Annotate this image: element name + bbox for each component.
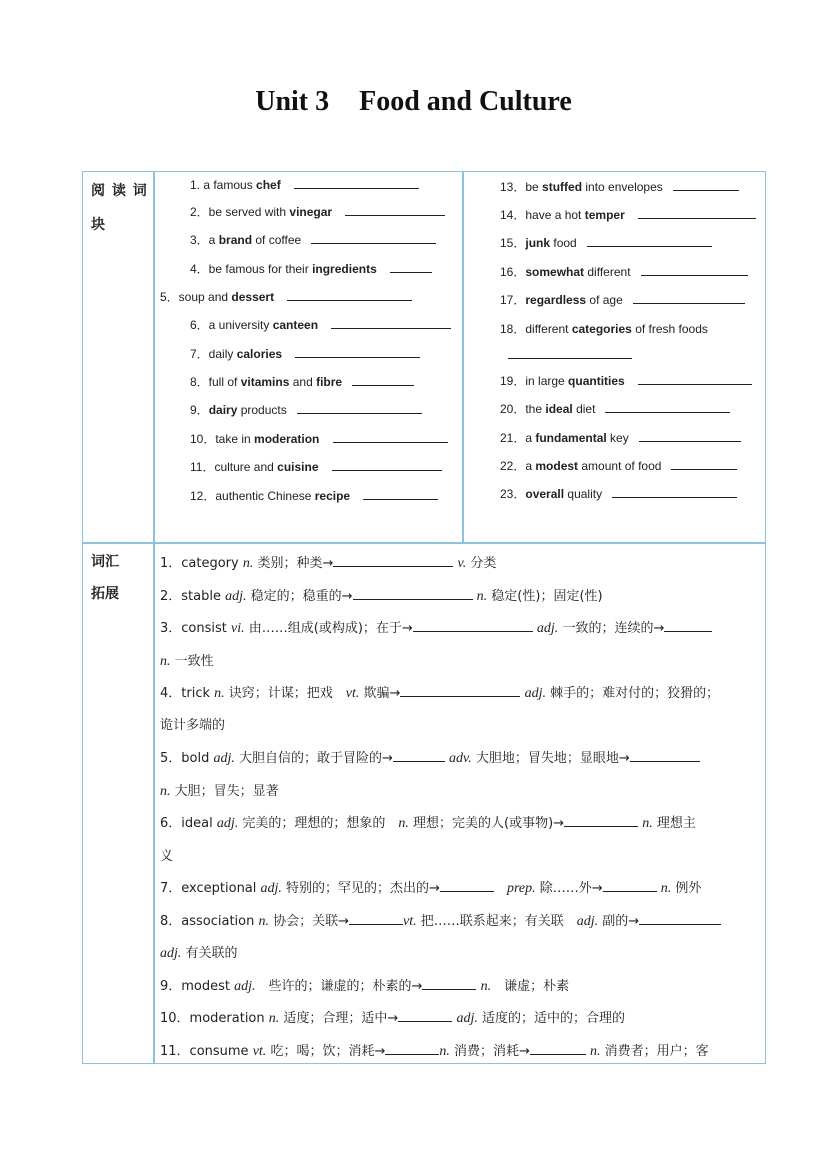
vocab-text: 1．category <box>160 556 243 571</box>
item-text: 21．a <box>500 431 536 445</box>
vocab-text: 一致的；连续的→ <box>558 621 665 636</box>
reading-left-item <box>160 288 412 305</box>
part-of-speech: prep. <box>506 881 536 896</box>
vocab-text: 一致性 <box>170 654 214 669</box>
item-text: key <box>606 431 629 445</box>
item-text: diet <box>572 402 596 416</box>
vocab-text: 理想主 <box>652 816 696 831</box>
part-of-speech: adj. <box>456 1011 478 1026</box>
reading-left-item <box>190 373 414 390</box>
vocab-text: 适度的；适中的；合理的 <box>477 1011 625 1026</box>
answer-blank[interactable] <box>639 912 721 925</box>
reading-right-item <box>500 320 708 337</box>
reading-left-item <box>190 345 420 362</box>
answer-blank[interactable] <box>603 879 657 892</box>
vocab-text: 例外 <box>671 881 702 896</box>
answer-blank[interactable] <box>332 458 442 471</box>
answer-blank[interactable] <box>295 345 420 358</box>
vocab-line <box>160 812 696 832</box>
vocab-line <box>160 714 225 733</box>
vocab-text: 完美的；理想的；想象的 <box>238 816 399 831</box>
vocab-line <box>160 585 603 605</box>
vocab-line <box>160 552 496 572</box>
reading-right-item <box>500 206 756 223</box>
vocab-text: 理想；完美的人(或事物)→ <box>408 816 565 831</box>
answer-blank[interactable] <box>287 288 412 301</box>
answer-blank[interactable] <box>605 400 730 413</box>
item-text: 12．authentic Chinese <box>190 489 315 503</box>
answer-blank[interactable] <box>311 231 436 244</box>
part-of-speech: adj. <box>524 686 546 701</box>
vocab-text: 适度；合理；适中→ <box>279 1011 399 1026</box>
reading-right-item <box>500 263 748 280</box>
vocab-line <box>160 682 719 702</box>
vocab-line <box>160 617 712 637</box>
item-text <box>625 208 628 222</box>
keyword: fibre <box>316 375 343 389</box>
keyword: brand <box>218 233 253 247</box>
keyword: categories <box>571 322 632 336</box>
keyword: ideal <box>545 402 573 416</box>
reading-right-item <box>500 372 752 389</box>
item-text: different <box>584 265 631 279</box>
reading-left-item <box>190 401 422 418</box>
answer-blank[interactable] <box>390 260 432 273</box>
answer-blank[interactable] <box>664 619 712 632</box>
answer-blank[interactable] <box>530 1042 586 1055</box>
answer-blank[interactable] <box>352 373 414 386</box>
vocab-text: 义 <box>160 849 174 864</box>
vocab-text: 大胆；冒失；显著 <box>170 784 279 799</box>
item-text: 16． <box>500 265 526 279</box>
vocab-text: 5．bold <box>160 751 214 766</box>
item-text: 23． <box>500 487 526 501</box>
part-of-speech: n. <box>160 654 171 669</box>
vocab-text: 协会；关联→ <box>269 914 350 929</box>
item-text <box>282 347 285 361</box>
keyword: fundamental <box>535 431 607 445</box>
answer-blank[interactable] <box>349 912 403 925</box>
item-text: 4．be famous for their <box>190 262 313 276</box>
keyword: somewhat <box>525 265 585 279</box>
answer-blank[interactable] <box>413 619 533 632</box>
page-title <box>0 86 827 118</box>
item-text: 22．a <box>500 459 536 473</box>
vocab-text: 诡计多端的 <box>160 718 226 733</box>
reading-column-divider <box>462 171 464 542</box>
item-text: 13．be <box>500 180 543 194</box>
vocab-text: 大胆地；冒失地；显眼地→ <box>471 751 630 766</box>
vocab-line <box>160 1040 709 1060</box>
item-text: of coffee <box>252 233 302 247</box>
keyword: moderation <box>254 432 320 446</box>
answer-blank[interactable] <box>633 291 745 304</box>
part-of-speech: n. <box>258 914 269 929</box>
answer-blank[interactable] <box>393 749 445 762</box>
vocab-text: 6．ideal <box>160 816 217 831</box>
vocab-text: 棘手的；难对付的；狡猾的； <box>545 686 720 701</box>
vocab-text: 特别的；罕见的；杰出的→ <box>281 881 440 896</box>
item-text: 17． <box>500 293 526 307</box>
vocab-section-label <box>91 551 119 603</box>
item-text: 11．culture and <box>190 460 278 474</box>
part-of-speech: adj. <box>536 621 559 636</box>
part-of-speech: n. <box>590 1044 601 1059</box>
reading-left-item <box>190 458 442 475</box>
vocab-text: 10．moderation <box>160 1011 269 1026</box>
keyword: vinegar <box>289 205 333 219</box>
vocab-text: 吃；喝；饮；消耗→ <box>266 1044 386 1059</box>
reading-right-item <box>500 429 741 446</box>
reading-right-item <box>500 178 739 195</box>
vocab-text: 大胆自信的；敢于冒险的→ <box>234 751 393 766</box>
keyword: regardless <box>525 293 587 307</box>
part-of-speech: n. <box>660 881 672 896</box>
vocab-text: 诀窍；计谋；把戏 <box>224 686 346 701</box>
answer-blank[interactable] <box>508 346 632 359</box>
vocab-text: 类别；种类→ <box>253 556 334 571</box>
part-of-speech: n. <box>214 686 225 701</box>
answer-blank[interactable] <box>440 879 494 892</box>
item-text: 2．be served with <box>190 205 290 219</box>
part-of-speech: adj. <box>260 881 282 896</box>
reading-left-item <box>190 430 448 447</box>
answer-blank[interactable] <box>641 263 748 276</box>
vocab-text: 把……联系起来；有关联 <box>416 914 577 929</box>
part-of-speech: vi. <box>231 621 245 636</box>
unit-number: Unit 3 <box>255 86 330 117</box>
answer-blank[interactable] <box>331 316 451 329</box>
answer-blank[interactable] <box>639 429 741 442</box>
vocab-line <box>160 910 721 930</box>
keyword: vitamins <box>240 375 290 389</box>
vocab-text: 由……组成(或构成)；在于→ <box>244 621 413 636</box>
vocab-text: 稳定(性)；固定(性) <box>487 589 603 604</box>
section-divider <box>82 542 766 544</box>
answer-blank[interactable] <box>564 814 638 827</box>
item-text: and <box>289 375 317 389</box>
reading-left-item <box>190 203 445 220</box>
vocab-text: 稳定的；稳重的→ <box>246 589 353 604</box>
vocab-text <box>494 881 507 896</box>
keyword: overall <box>525 487 565 501</box>
unit-topic: Food and Culture <box>359 86 572 117</box>
item-text <box>274 290 277 304</box>
vocab-text: 3．consist <box>160 621 231 636</box>
answer-blank[interactable] <box>333 554 453 567</box>
part-of-speech: adj. <box>216 816 239 831</box>
vocab-text: 欺骗→ <box>359 686 401 701</box>
answer-blank[interactable] <box>638 372 752 385</box>
vocab-line <box>160 1007 625 1027</box>
item-text <box>319 432 322 446</box>
item-text <box>625 374 628 388</box>
part-of-speech: n. <box>642 816 653 831</box>
part-of-speech: adj. <box>160 946 182 961</box>
item-text <box>319 460 322 474</box>
keyword: chef <box>256 178 281 192</box>
answer-blank[interactable] <box>673 178 739 191</box>
vocab-line <box>160 877 701 897</box>
vocab-text: 7．exceptional <box>160 881 261 896</box>
vocab-text: 9．modest <box>160 979 235 994</box>
item-text <box>377 262 380 276</box>
part-of-speech: n. <box>480 979 492 994</box>
vocab-text: 副的→ <box>598 914 640 929</box>
item-text: of fresh foods <box>631 322 708 336</box>
part-of-speech: n. <box>160 784 171 799</box>
reading-left-item <box>190 176 419 192</box>
item-text: 15． <box>500 236 526 250</box>
part-of-speech: n. <box>439 1044 450 1059</box>
reading-right-item <box>500 234 712 251</box>
vocab-line <box>160 942 238 962</box>
item-text: 14．have a hot <box>500 208 585 222</box>
vocab-text: 消费；消耗→ <box>449 1044 530 1059</box>
answer-blank[interactable] <box>422 977 476 990</box>
keyword: ingredients <box>312 262 377 276</box>
answer-blank[interactable] <box>612 485 737 498</box>
answer-blank[interactable] <box>363 487 438 500</box>
vocab-text: 分类 <box>466 556 497 571</box>
item-text <box>350 489 353 503</box>
part-of-speech: adv. <box>449 751 472 766</box>
answer-blank[interactable] <box>638 206 756 219</box>
keyword: temper <box>584 208 625 222</box>
answer-blank[interactable] <box>398 1009 452 1022</box>
reading-right-item <box>500 485 737 502</box>
keyword: recipe <box>314 489 351 503</box>
answer-blank[interactable] <box>345 203 445 216</box>
keyword: canteen <box>272 318 319 332</box>
vocab-label-line2: 拓展 <box>91 586 119 602</box>
part-of-speech: adj. <box>576 914 599 929</box>
vocab-text: 8．association <box>160 914 259 929</box>
reading-left-item <box>190 487 438 504</box>
part-of-speech: n. <box>476 589 488 604</box>
item-text: 6．a university <box>190 318 273 332</box>
vocab-text: 些许的；谦虚的；朴素的→ <box>255 979 423 994</box>
reading-label-line2: 块 <box>91 217 106 233</box>
answer-blank[interactable] <box>630 749 700 762</box>
item-text: into envelopes <box>582 180 663 194</box>
keyword: modest <box>535 459 579 473</box>
item-text: 20．the <box>500 402 546 416</box>
reading-section-label <box>91 180 148 234</box>
item-text: products <box>237 403 287 417</box>
keyword: dessert <box>231 290 275 304</box>
answer-blank[interactable] <box>671 457 737 470</box>
part-of-speech: adj. <box>234 979 256 994</box>
vocab-line <box>160 975 569 995</box>
vocab-text: 2．stable <box>160 589 226 604</box>
part-of-speech: adj. <box>225 589 247 604</box>
item-text: 3．a <box>190 233 219 247</box>
vocab-text: 谦虚；朴素 <box>491 979 570 994</box>
vocab-text: 除……外→ <box>535 881 603 896</box>
part-of-speech: vt. <box>345 686 360 701</box>
vocab-text: 4．trick <box>160 686 215 701</box>
part-of-speech: vt. <box>403 914 417 929</box>
part-of-speech: n. <box>268 1011 280 1026</box>
item-text: amount of food <box>578 459 662 473</box>
answer-blank[interactable] <box>353 587 473 600</box>
reading-right-item <box>500 400 730 417</box>
vocab-text: 11．consume <box>160 1044 253 1059</box>
part-of-speech: v. <box>457 556 467 571</box>
keyword: cuisine <box>277 460 319 474</box>
vocab-text: 消费者；用户；客 <box>600 1044 709 1059</box>
answer-blank[interactable] <box>333 430 448 443</box>
reading-right-item <box>500 457 737 474</box>
keyword: calories <box>236 347 283 361</box>
answer-blank[interactable] <box>294 176 419 189</box>
item-text <box>332 205 335 219</box>
answer-blank[interactable] <box>400 684 520 697</box>
item-text <box>318 318 321 332</box>
answer-blank[interactable] <box>587 234 712 247</box>
item-text: 9． <box>190 403 209 417</box>
part-of-speech: adj. <box>213 751 235 766</box>
label-column-divider <box>153 171 155 1064</box>
answer-blank[interactable] <box>385 1042 439 1055</box>
item-text: quality <box>564 487 603 501</box>
part-of-speech: vt. <box>252 1044 267 1059</box>
item-text: 18．different <box>500 322 572 336</box>
vocab-line <box>160 747 700 767</box>
item-text: food <box>550 236 577 250</box>
vocab-line <box>160 780 279 800</box>
item-text: 8．full of <box>190 375 241 389</box>
reading-label-line1: 阅 读 词 <box>91 183 148 199</box>
vocab-line <box>160 650 214 670</box>
item-text <box>281 178 284 192</box>
reading-left-item <box>190 316 451 333</box>
vocab-label-line1: 词汇 <box>91 554 119 570</box>
keyword: stuffed <box>542 180 583 194</box>
item-text: 10．take in <box>190 432 255 446</box>
reading-left-item <box>190 260 432 277</box>
vocab-line <box>160 845 173 864</box>
item-text: of age <box>586 293 623 307</box>
answer-blank[interactable] <box>297 401 422 414</box>
part-of-speech: n. <box>242 556 254 571</box>
item-text: 19．in large <box>500 374 569 388</box>
part-of-speech: n. <box>398 816 409 831</box>
keyword: junk <box>525 236 551 250</box>
item-text: 7．daily <box>190 347 237 361</box>
item-text: 5．soup and <box>160 290 232 304</box>
vocab-text: 有关联的 <box>181 946 238 961</box>
keyword: dairy <box>208 403 238 417</box>
item-text: 1. a famous <box>190 178 257 192</box>
keyword: quantities <box>568 374 625 388</box>
reading-right-item <box>500 291 745 308</box>
reading-left-item <box>190 231 436 248</box>
